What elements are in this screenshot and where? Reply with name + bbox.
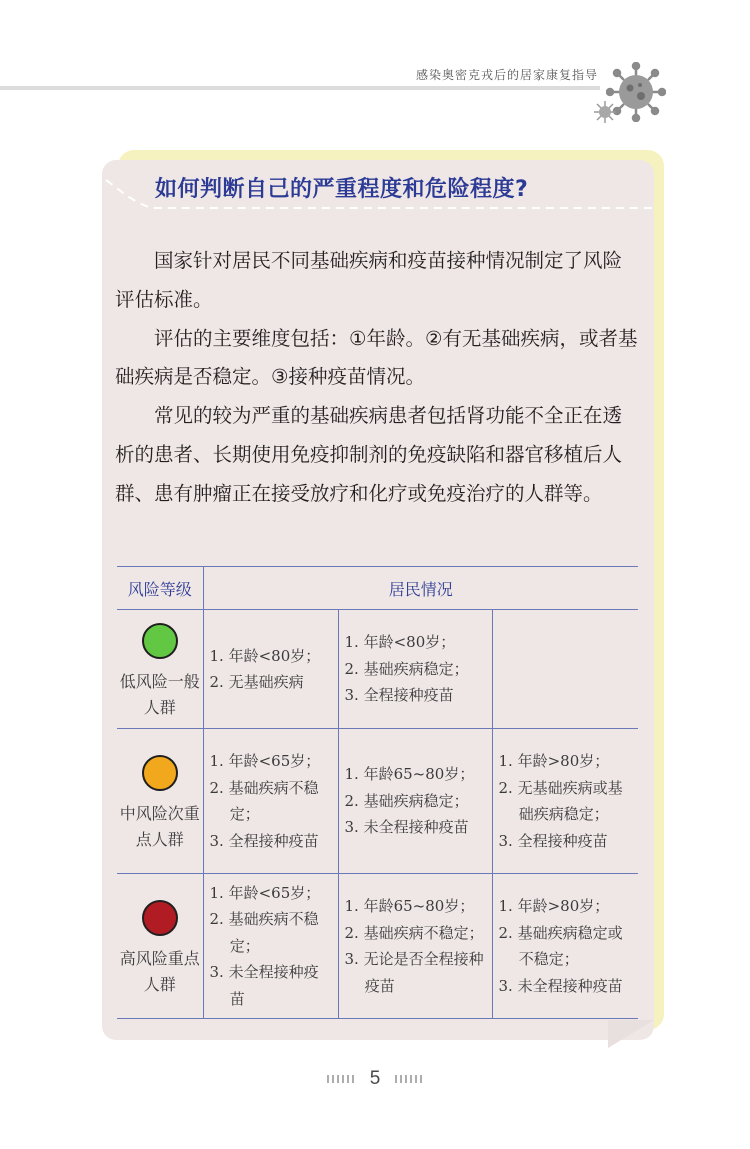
header-risk-level: 风险等级	[117, 567, 203, 610]
speech-bubble-tail	[608, 1020, 654, 1048]
risk-level-name: 中风险次重点人群	[119, 804, 200, 849]
table-row	[117, 874, 638, 1019]
list-item: 3. 无论是否全程接种疫苗	[344, 950, 484, 995]
section-title: 如何判断自己的严重程度和危险程度?	[155, 177, 529, 202]
paragraph: 常见的较为严重的基础疾病患者包括肾功能不全正在透析的患者、长期使用免疫抑制剂的免疫缺陷和器官移植后人群、患有肿瘤正在接受放疗和化疗或免疫治疗的人群等。	[115, 404, 623, 505]
risk-level-name: 低风险一般人群	[119, 672, 200, 717]
table-row	[117, 610, 638, 729]
running-header-title: 感染奥密克戎后的居家康复指导	[415, 68, 598, 82]
decorative-ticks-left	[326, 1074, 356, 1084]
list-item: 2. 基础疾病稳定或不稳定；	[498, 923, 623, 968]
red-light-icon	[142, 900, 178, 936]
paragraph: 国家针对居民不同基础疾病和疫苗接种情况制定了风险评估标准。	[115, 249, 623, 311]
page-number-footer	[0, 1068, 750, 1090]
table-cell	[338, 874, 492, 1019]
list-item: 2. 无基础疾病	[209, 673, 304, 691]
list-item: 1. 年龄>80岁；	[498, 897, 610, 915]
list-item: 1. 年龄>80岁；	[498, 752, 610, 770]
table-cell	[203, 610, 338, 729]
table-row	[117, 729, 638, 874]
list-item: 1. 年龄65~80岁；	[344, 897, 475, 915]
list-item: 3. 未全程接种疫苗	[209, 963, 319, 1008]
list-item: 1. 年龄<80岁；	[209, 646, 321, 665]
table-cell	[338, 729, 492, 874]
list-item: 3. 全程接种疫苗	[209, 831, 319, 850]
risk-level-table	[117, 566, 638, 1019]
risk-level-cell	[117, 610, 203, 729]
header-resident-situation: 居民情况	[203, 567, 638, 610]
list-item: 1. 年龄65~80岁；	[344, 765, 475, 784]
list-item: 3. 未全程接种疫苗	[498, 976, 623, 995]
list-item: 1. 年龄<65岁；	[209, 883, 321, 902]
table-cell	[203, 874, 338, 1019]
table-cell	[203, 729, 338, 874]
list-item: 1. 年龄<65岁；	[209, 752, 321, 770]
body-text	[115, 242, 640, 514]
small-virus-icon	[593, 100, 617, 124]
orange-light-icon	[142, 755, 178, 791]
table-cell-empty	[492, 610, 638, 729]
list-item: 2. 无基础疾病或基础疾病稳定；	[498, 778, 623, 823]
list-item: 1. 年龄<80岁；	[344, 633, 456, 652]
list-item: 2. 基础疾病不稳定；	[209, 778, 319, 823]
table-cell	[338, 610, 492, 729]
list-item: 3. 未全程接种疫苗	[344, 818, 469, 837]
green-light-icon	[142, 623, 178, 659]
list-item: 2. 基础疾病不稳定；	[209, 910, 319, 955]
risk-level-name: 高风险重点人群	[119, 949, 200, 994]
paragraph: 评估的主要维度包括：①年龄。②有无基础疾病，或者基础疾病是否稳定。③接种疫苗情况。	[115, 326, 638, 389]
table-cell	[492, 874, 638, 1019]
list-item: 3. 全程接种疫苗	[498, 831, 608, 850]
list-item: 2. 基础疾病不稳定；	[344, 923, 484, 942]
risk-level-cell	[117, 729, 203, 874]
risk-level-cell	[117, 874, 203, 1019]
list-item: 3. 全程接种疫苗	[344, 686, 454, 705]
list-item: 2. 基础疾病稳定；	[344, 791, 469, 810]
page-number: 5	[369, 1068, 381, 1089]
list-item: 2. 基础疾病稳定；	[344, 659, 469, 678]
table-cell	[492, 729, 638, 874]
decorative-ticks-right	[394, 1074, 424, 1084]
header-rule	[0, 86, 600, 90]
